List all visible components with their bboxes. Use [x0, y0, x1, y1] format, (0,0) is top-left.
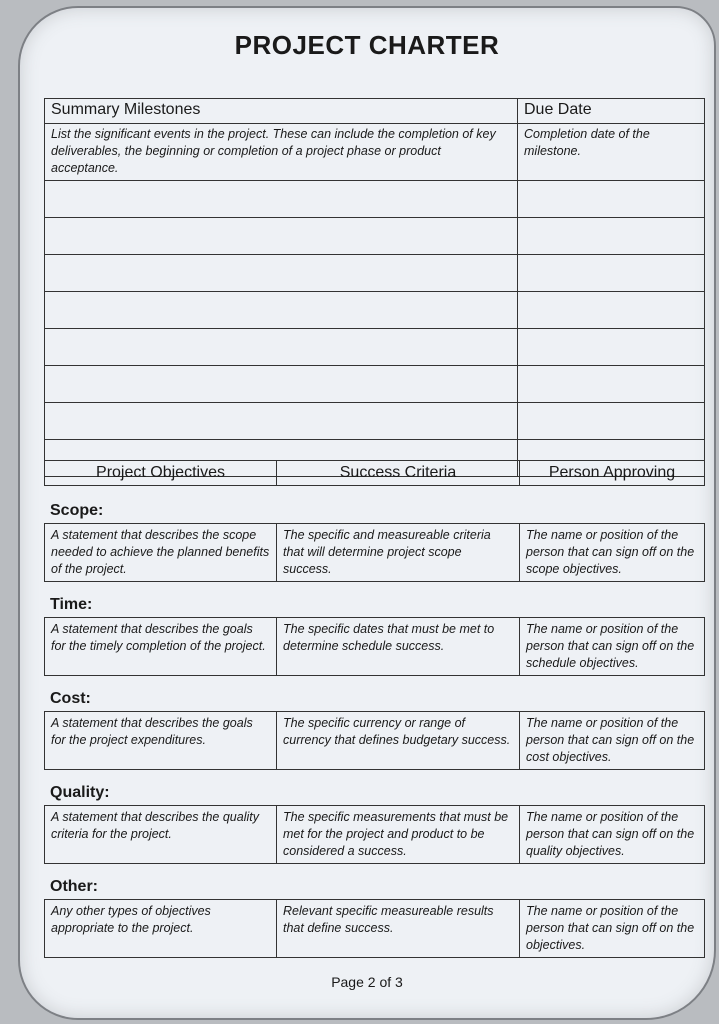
other-criteria: Relevant specific measureable results that define success.: [277, 900, 520, 958]
scope-label: Scope:: [50, 502, 104, 519]
quality-objective: A statement that describes the quality criteria for the project.: [45, 806, 277, 864]
scope-table: [44, 523, 705, 582]
page-number: Page 2 of 3: [331, 974, 403, 990]
scope-approver: The name or position of the person that can sign off on the scope objectives.: [520, 524, 705, 582]
milestone-cell[interactable]: [45, 255, 518, 292]
success-criteria-header: Success Criteria: [277, 461, 520, 486]
time-table: [44, 617, 705, 676]
milestone-cell[interactable]: [45, 329, 518, 366]
other-objective: Any other types of objectives appropriate to the project.: [45, 900, 277, 958]
due-date-cell[interactable]: [518, 255, 705, 292]
other-table: [44, 899, 705, 958]
due-date-cell[interactable]: [518, 366, 705, 403]
person-approving-header: Person Approving: [520, 461, 705, 486]
due-date-cell[interactable]: [518, 403, 705, 440]
time-objective: A statement that describes the goals for the timely completion of the project.: [45, 618, 277, 676]
project-objectives-header: Project Objectives: [45, 461, 277, 486]
milestone-cell[interactable]: [45, 181, 518, 218]
milestones-table: [44, 98, 705, 477]
cost-objective: A statement that describes the goals for the project expenditures.: [45, 712, 277, 770]
quality-table: [44, 805, 705, 864]
document-page: [18, 6, 716, 1020]
milestones-description: List the significant events in the project. These can include the completion of key deliverables, the beginning or completion of a project phase or product acceptance.: [45, 124, 518, 181]
due-date-header: Due Date: [518, 99, 705, 124]
due-date-description: Completion date of the milestone.: [518, 124, 705, 181]
scope-objective: A statement that describes the scope needed to achieve the planned benefits of the project.: [45, 524, 277, 582]
cost-approver: The name or position of the person that can sign off on the cost objectives.: [520, 712, 705, 770]
quality-criteria: The specific measurements that must be met for the project and product to be considered a success.: [277, 806, 520, 864]
cost-label: Cost:: [50, 690, 91, 707]
page-title: PROJECT CHARTER: [234, 30, 500, 60]
due-date-cell[interactable]: [518, 181, 705, 218]
time-approver: The name or position of the person that can sign off on the schedule objectives.: [520, 618, 705, 676]
milestone-cell[interactable]: [45, 218, 518, 255]
milestones-header: Summary Milestones: [45, 99, 518, 124]
time-criteria: The specific dates that must be met to determine schedule success.: [277, 618, 520, 676]
quality-label: Quality:: [50, 784, 110, 801]
cost-table: [44, 711, 705, 770]
due-date-cell[interactable]: [518, 218, 705, 255]
time-label: Time:: [50, 596, 93, 613]
quality-approver: The name or position of the person that can sign off on the quality objectives.: [520, 806, 705, 864]
milestone-cell[interactable]: [45, 403, 518, 440]
milestone-cell[interactable]: [45, 366, 518, 403]
scope-criteria: The specific and measureable criteria that will determine project scope success.: [277, 524, 520, 582]
cost-criteria: The specific currency or range of currency that defines budgetary success.: [277, 712, 520, 770]
objectives-header-table: [44, 460, 705, 486]
due-date-cell[interactable]: [518, 329, 705, 366]
due-date-cell[interactable]: [518, 292, 705, 329]
other-label: Other:: [50, 878, 98, 895]
other-approver: The name or position of the person that can sign off on the objectives.: [520, 900, 705, 958]
milestone-cell[interactable]: [45, 292, 518, 329]
